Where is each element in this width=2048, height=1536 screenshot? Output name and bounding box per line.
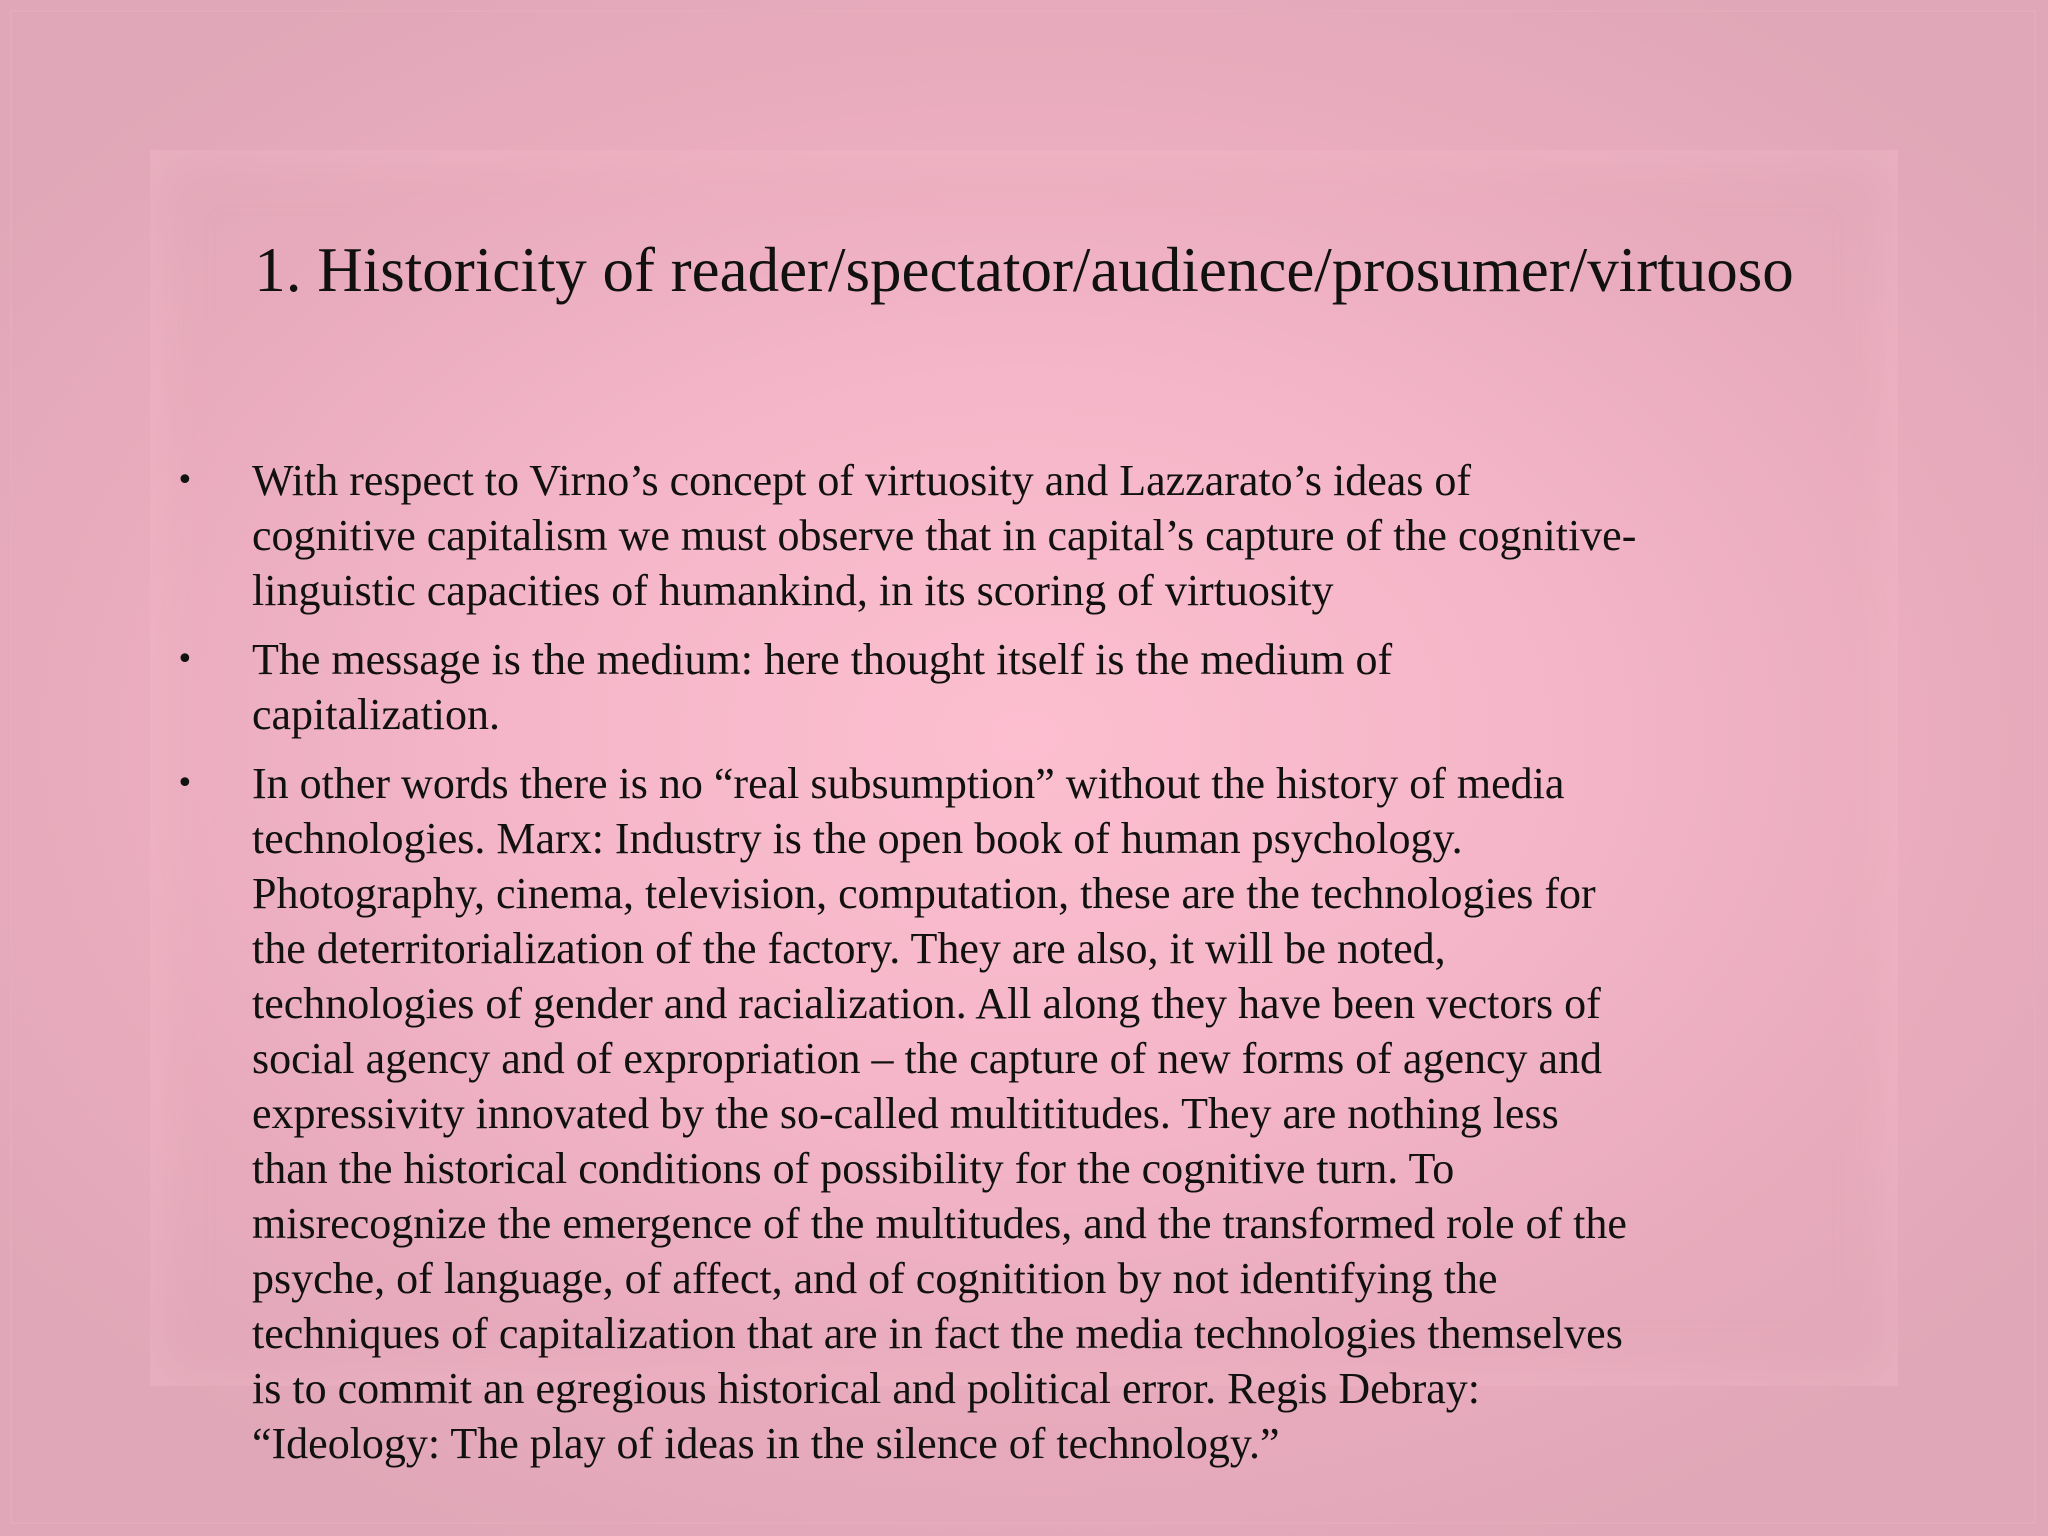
bullet-dot-icon: • — [176, 463, 194, 498]
bullet-line: linguistic capacities of humankind, in its scoring of virtuosity — [252, 566, 1334, 615]
bullet-line: “Ideology: The play of ideas in the silence of technology.” — [252, 1419, 1280, 1468]
bullet-line: expressivity innovated by the so-called multititudes. They are nothing less — [252, 1089, 1559, 1138]
bullet-item-medium — [176, 632, 1896, 742]
bullet-list — [176, 453, 1896, 1485]
bullet-line: misrecognize the emergence of the multitudes, and the transformed role of the — [252, 1199, 1627, 1248]
bullet-line: technologies. Marx: Industry is the open book of human psychology. — [252, 814, 1463, 863]
bullet-line: than the historical conditions of possibility for the cognitive turn. To — [252, 1144, 1455, 1193]
bullet-line: is to commit an egregious historical and political error. Regis Debray: — [252, 1364, 1481, 1413]
bullet-line: With respect to Virno’s concept of virtuosity and Lazzarato’s ideas of — [252, 456, 1472, 505]
slide-title: 1. Historicity of reader/spectator/audience/prosumer/virtuoso — [254, 235, 1794, 305]
bullet-line: social agency and of expropriation – the capture of new forms of agency and — [252, 1034, 1603, 1083]
bullet-line: the deterritorialization of the factory. They are also, it will be noted, — [252, 924, 1446, 973]
bullet-line: techniques of capitalization that are in fact the media technologies themselves — [252, 1309, 1623, 1358]
bullet-line: cognitive capitalism we must observe that in capital’s capture of the cognitive- — [252, 511, 1637, 560]
bullet-line: The message is the medium: here thought itself is the medium of — [252, 635, 1393, 684]
bullet-dot-icon: • — [176, 766, 194, 801]
bullet-line: In other words there is no “real subsumption” without the history of media — [252, 759, 1565, 808]
bullet-line: psyche, of language, of affect, and of cognitition by not identifying the — [252, 1254, 1498, 1303]
bullet-dot-icon: • — [176, 642, 194, 677]
bullet-line: capitalization. — [252, 690, 500, 739]
bullet-line: technologies of gender and racialization. All along they have been vectors of — [252, 979, 1601, 1028]
bullet-line: Photography, cinema, television, computation, these are the technologies for — [252, 869, 1596, 918]
bullet-item-subsumption — [176, 756, 1896, 1471]
bullet-item-virtuosity — [176, 453, 1896, 618]
